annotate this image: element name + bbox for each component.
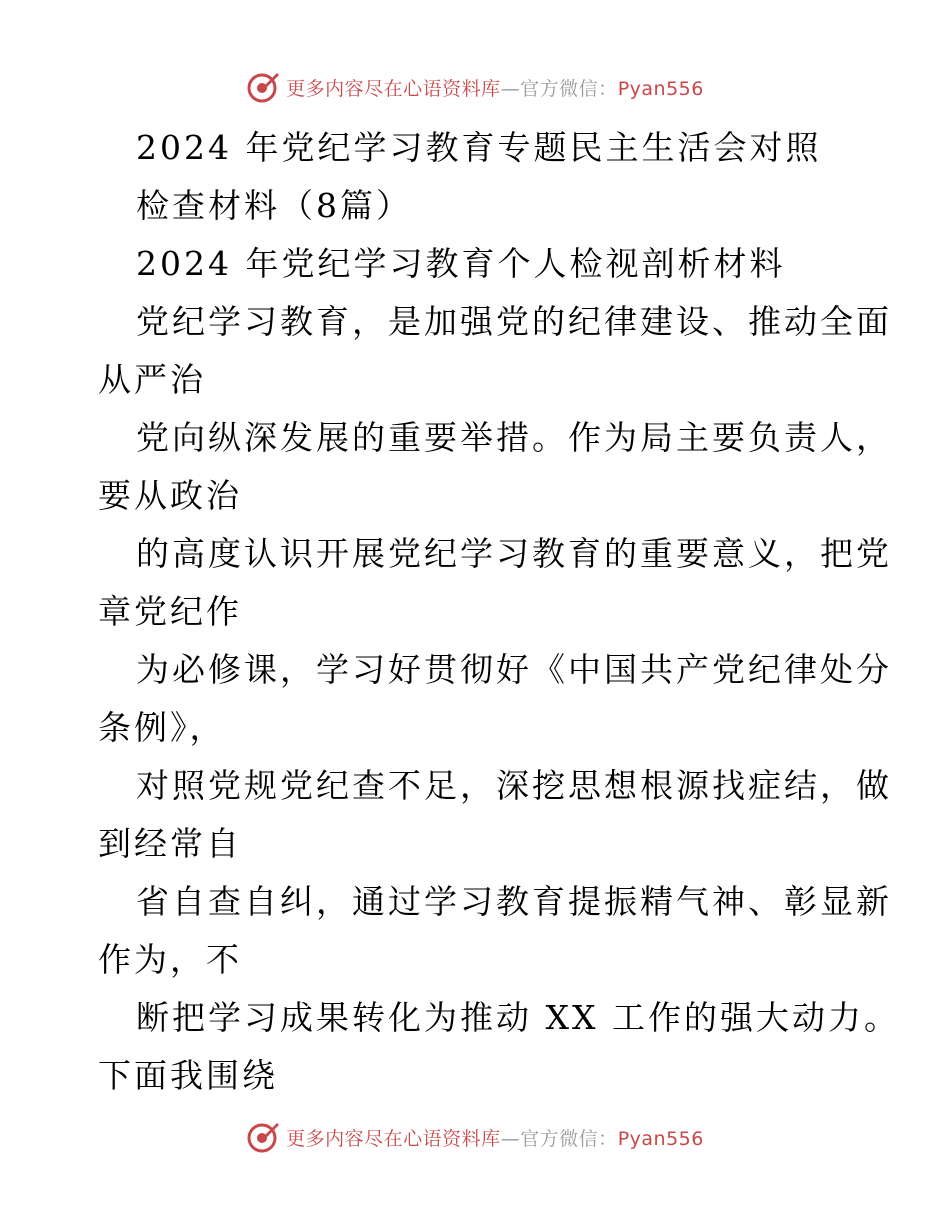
paragraph-line: 章党纪作 [98,592,242,631]
watermark-site: 更多内容尽在心语资料库 [286,1127,501,1150]
watermark-dash: — [500,1127,521,1150]
watermark-handle: Pyan556 [617,77,704,100]
watermark-dash: — [500,77,521,100]
paragraph-line: 从严治 [98,360,206,399]
doc-title-line-1: 2024 年党纪学习教育专题民主生活会对照 [136,128,822,167]
paragraph-line: 条例》， [98,708,226,747]
paragraph-line: 党纪学习教育，是加强党的纪律建设、推动全面 [136,302,892,341]
watermark-wechat-label: 官方微信： [520,77,618,100]
paragraph-line: 对照党规党纪查不足，深挖思想根源找症结，做 [136,766,892,805]
paragraph-line: 的高度认识开展党纪学习教育的重要意义，把党 [136,534,892,573]
watermark-handle: Pyan556 [617,1127,704,1150]
paragraph-line: 作为，不 [98,940,242,979]
paragraph-line: 断把学习成果转化为推动 XX 工作的强大动力。 [136,998,900,1037]
footer-watermark [0,1120,950,1154]
doc-subtitle: 2024 年党纪学习教育个人检视剖析材料 [136,244,786,283]
watermark-site: 更多内容尽在心语资料库 [286,77,501,100]
paragraph-line: 省自查自纠，通过学习教育提振精气神、彰显新 [136,882,892,921]
watermark-text [286,1124,704,1151]
doc-title-line-2: 检查材料（8篇） [136,186,412,225]
quill-logo-icon [246,1120,280,1154]
paragraph-line: 下面我围绕 [98,1056,278,1095]
paragraph-line: 为必修课，学习好贯彻好《中国共产党纪律处分 [136,650,892,689]
paragraph-line: 到经常自 [98,824,242,863]
watermark-wechat-label: 官方微信： [520,1127,618,1150]
paragraph-line: 要从政治 [98,476,242,515]
paragraph-line: 党向纵深发展的重要举措。作为局主要负责人， [136,418,892,457]
